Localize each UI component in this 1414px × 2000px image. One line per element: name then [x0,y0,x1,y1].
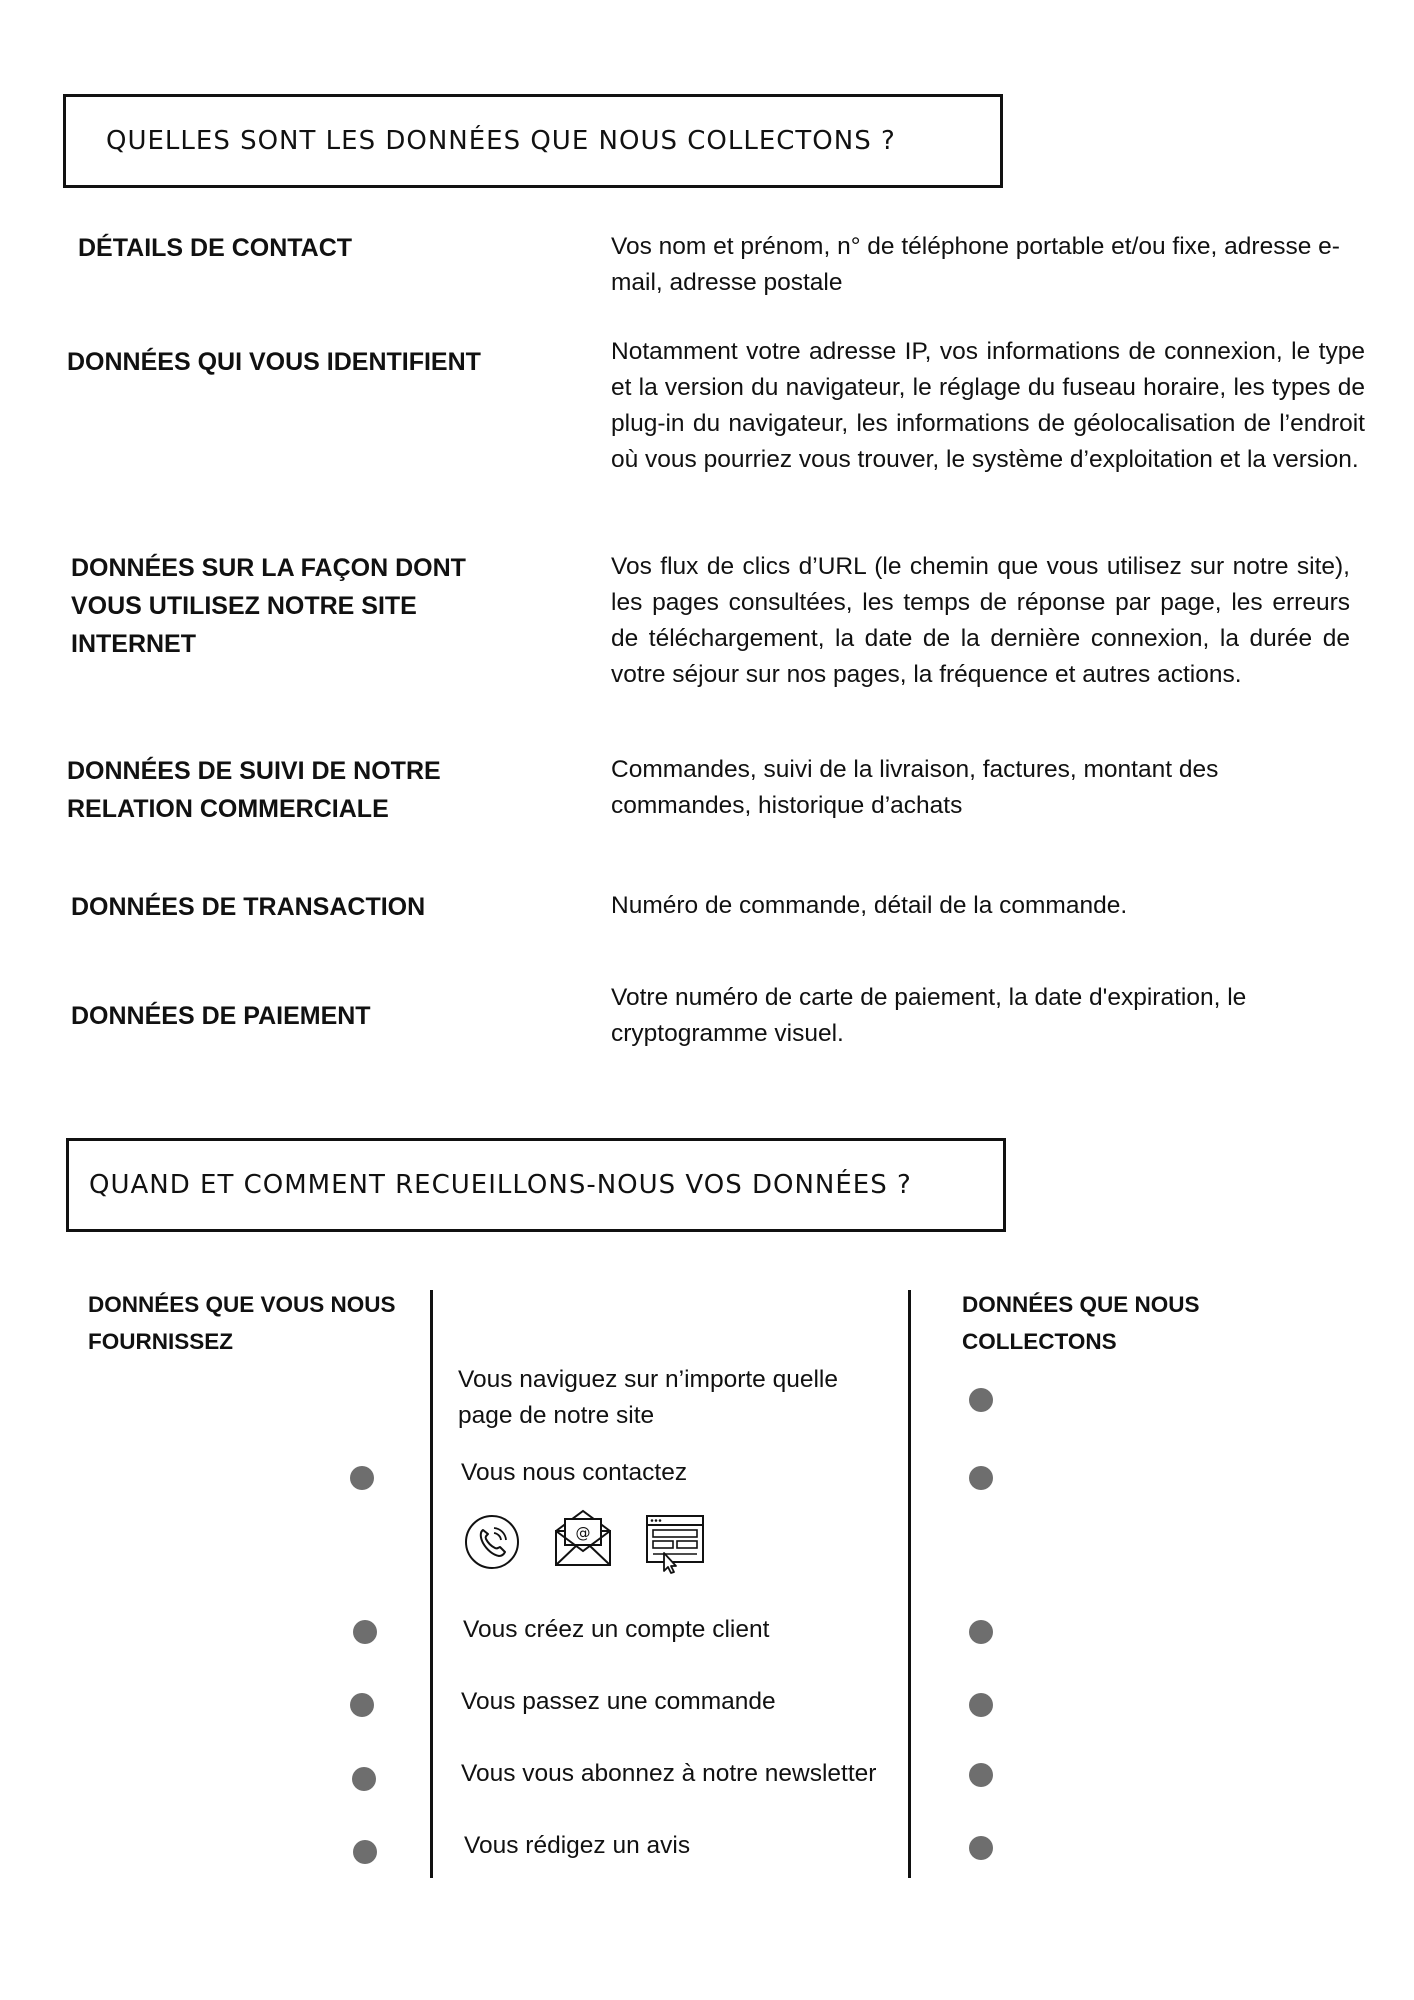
provided-dot-order [350,1693,374,1717]
event-browse: Vous naviguez sur n’importe quelle page de notre site [458,1366,838,1429]
event-contact: Vous nous contactez [461,1459,688,1486]
section-title-text: QUAND ET COMMENT RECUEILLONS-NOUS VOS DONNÉES ? [89,1170,912,1200]
provided-dot-account [353,1620,377,1644]
column-header-provided: DONNÉES QUE VOUS NOUS FOURNISSEZ [88,1292,396,1354]
row-desc-transaction: Numéro de commande, détail de la commande. [611,892,1128,919]
row-label-contact: DÉTAILS DE CONTACT [78,234,353,262]
provided-dot-review [353,1840,377,1864]
collected-dot-browse [969,1388,993,1412]
event-review: Vous rédigez un avis [464,1832,691,1859]
section-title-collected-data [63,94,1003,188]
phone-icon [463,1513,521,1571]
row-label-usage: DONNÉES SUR LA FAÇON DONT VOUS UTILISEZ NOTRE SITE INTERNET [71,554,466,658]
event-newsletter: Vous vous abonnez à notre newsletter [461,1760,877,1787]
collected-dot-account [969,1620,993,1644]
column-divider-left [430,1290,433,1878]
row-label-identify: DONNÉES QUI VOUS IDENTIFIENT [67,348,481,376]
row-desc-usage: Vos flux de clics d’URL (le chemin que vous utilisez sur notre site), les pages consultées, les temps de réponse par page, les erreurs de téléchargement, la date de la dernière connexion, la durée de votre séjour sur nos pages, la fréquence et autres actions. [611,553,1350,688]
section-title-when-how [66,1138,1006,1232]
provided-dot-newsletter [352,1767,376,1791]
svg-text:@: @ [575,1524,591,1542]
collected-dot-review [969,1836,993,1860]
row-desc-contact: Vos nom et prénom, n° de téléphone portable et/ou fixe, adresse e-mail, adresse postale [611,233,1340,296]
row-desc-payment: Votre numéro de carte de paiement, la date d'expiration, le cryptogramme visuel. [611,984,1247,1047]
column-header-collected: DONNÉES QUE NOUS COLLECTONS [962,1292,1200,1354]
collected-dot-newsletter [969,1763,993,1787]
provided-dot-contact [350,1466,374,1490]
row-label-relation: DONNÉES DE SUIVI DE NOTRE RELATION COMMERCIALE [67,757,441,823]
email-icon [552,1507,614,1569]
row-label-transaction: DONNÉES DE TRANSACTION [71,893,426,921]
section-title-text: QUELLES SONT LES DONNÉES QUE NOUS COLLECTONS ? [106,126,896,156]
row-desc-relation: Commandes, suivi de la livraison, factures, montant des commandes, historique d’achats [611,756,1219,819]
collected-dot-contact [969,1466,993,1490]
column-divider-right [908,1290,911,1878]
web-form-icon [644,1513,706,1575]
collected-dot-order [969,1693,993,1717]
row-label-payment: DONNÉES DE PAIEMENT [71,1002,371,1030]
row-desc-identify: Notamment votre adresse IP, vos informations de connexion, le type et la version du navigateur, le réglage du fuseau horaire, les types de plug-in du navigateur, les informations de géolocalisation de l’endroit où vous pourriez vous trouver, le système d’exploitation et la version. [611,338,1365,473]
event-order: Vous passez une commande [461,1688,776,1715]
event-create-account: Vous créez un compte client [463,1616,770,1643]
